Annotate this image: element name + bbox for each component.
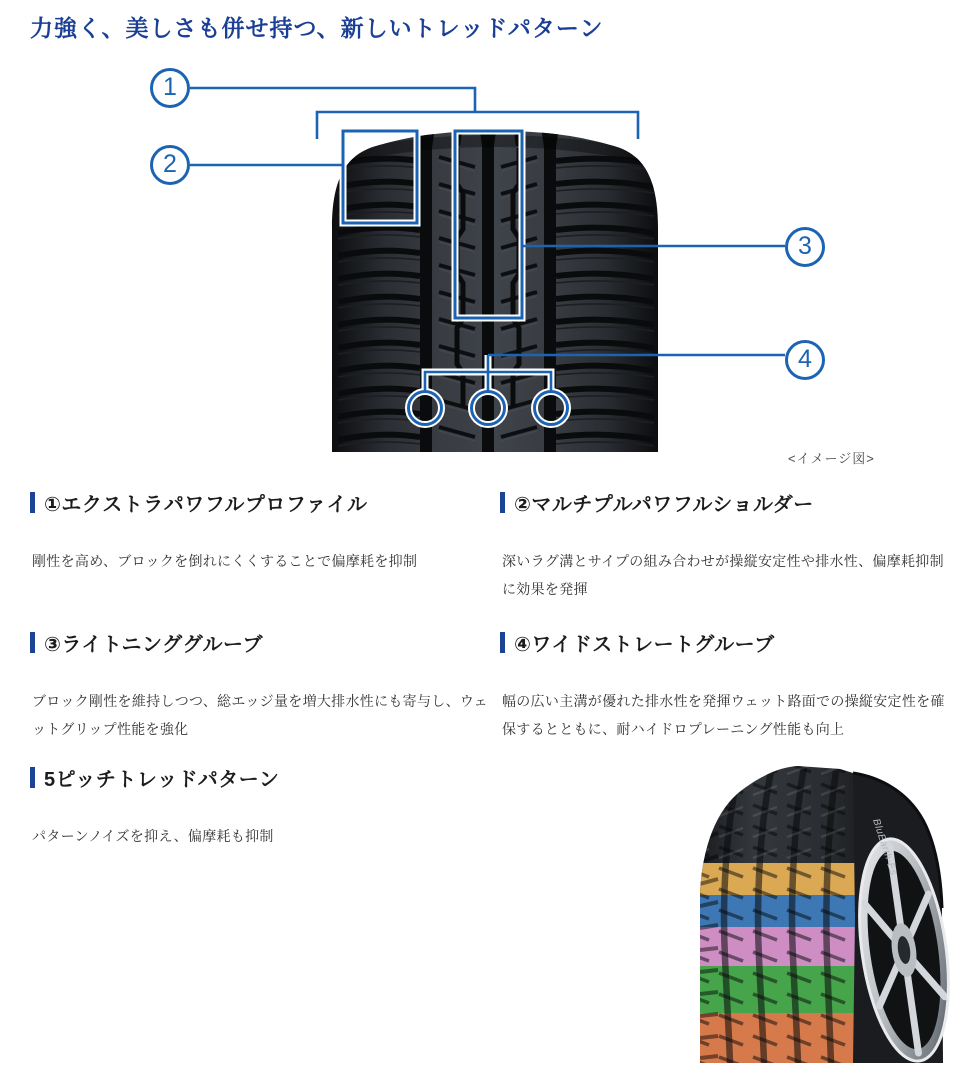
sidewall-brand-text: BluEarth-Es bbox=[870, 817, 899, 877]
feature-2-body: 深いラグ溝とサイプの組み合わせが操縦安定性や排水性、偏摩耗抑制に効果を発揮 bbox=[502, 553, 944, 597]
feature-1-heading: ①エクストラパワフルプロファイル bbox=[44, 494, 368, 516]
feature-3-body: ブロック剛性を維持しつつ、総エッジ量を増大排水性にも寄与し、ウェットグリップ性能を強化 bbox=[32, 693, 488, 737]
callout-1-badge: 1 bbox=[150, 68, 190, 108]
feature-3-heading: ③ライトニンググルーブ bbox=[44, 634, 264, 656]
page-title: 力強く、美しさも併せ持つ、新しいトレッドパターン bbox=[30, 15, 604, 41]
feature-5-body: パターンノイズを抑え、偏摩耗も抑制 bbox=[32, 828, 274, 844]
feature-4-body: 幅の広い主溝が優れた排水性を発揮ウェット路面での操縦安定性を確保するとともに、耐ハイドロプレーニング性能も向上 bbox=[502, 693, 945, 737]
feature-section-3 bbox=[30, 628, 488, 743]
callout-3-badge: 3 bbox=[785, 227, 825, 267]
heading-accent-bar bbox=[500, 492, 505, 513]
heading-accent-bar bbox=[500, 632, 505, 653]
callout-2-badge: 2 bbox=[150, 145, 190, 185]
heading-accent-bar bbox=[30, 767, 35, 788]
tread-highlights bbox=[692, 766, 860, 863]
pitch-pattern-tire-photo bbox=[680, 758, 966, 1068]
tread-face bbox=[692, 766, 860, 1063]
feature-2-heading: ②マルチプルパワフルショルダー bbox=[514, 494, 814, 516]
feature-section-2 bbox=[500, 488, 958, 603]
image-caption: <イメージ図> bbox=[788, 451, 875, 466]
tire-body bbox=[332, 125, 658, 452]
feature-section-4 bbox=[500, 628, 958, 743]
feature-4-heading: ④ワイドストレートグルーブ bbox=[514, 634, 775, 656]
heading-accent-bar bbox=[30, 632, 35, 653]
feature-section-5 bbox=[30, 763, 488, 850]
feature-section-1 bbox=[30, 488, 488, 575]
callout-4-badge: 4 bbox=[785, 340, 825, 380]
feature-1-body: 剛性を高め、ブロックを倒れにくくすることで偏摩耗を抑制 bbox=[32, 553, 418, 569]
feature-5-heading: 5ピッチトレッドパターン bbox=[44, 769, 280, 791]
tire-sidewall-and-wheel bbox=[847, 773, 961, 1067]
heading-accent-bar bbox=[30, 492, 35, 513]
